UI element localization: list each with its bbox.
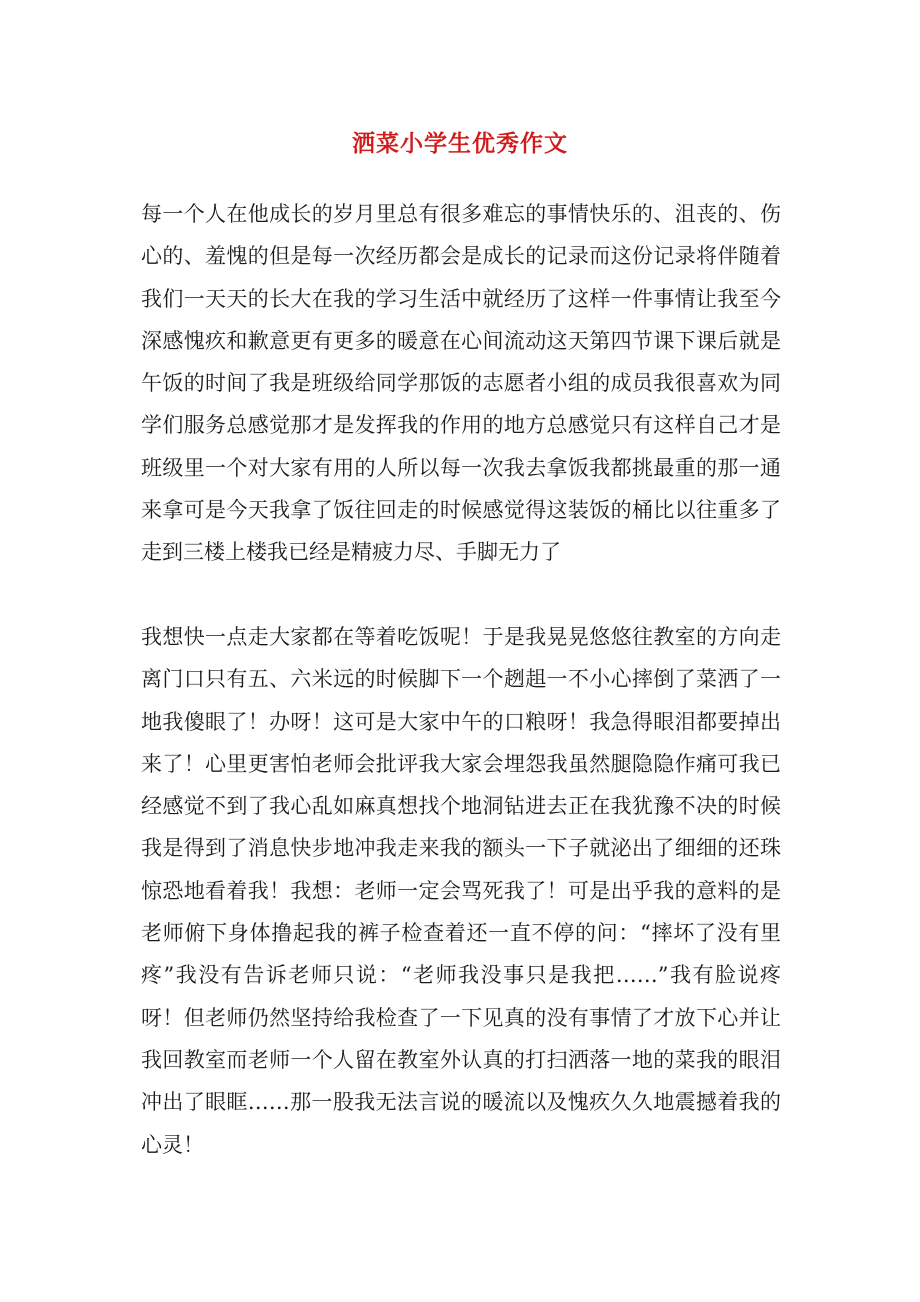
paragraph-1: 每一个人在他成长的岁月里总有很多难忘的事情快乐的、沮丧的、伤心的、羞愧的但是每一次经历都会是成长的记录而这份记录将伴随着我们一天天的长大在我的学习生活中就经历了这样一件事情让我至今深感愧疚和歉意更有更多的暖意在心间流动这天第四节课下课后就是午饭的时间了我是班级给同学那饭的志愿者小组的成员我很喜欢为同学们服务总感觉那才是发挥我的作用的地方总感觉只有这样自己才是班级里一个对大家有用的人所以每一次我去拿饭我都挑最重的那一通来拿可是今天我拿了饭往回走的时候感觉得这装饭的桶比以往重多了走到三楼上楼我已经是精疲力尽、手脚无力了 (141, 202, 781, 565)
page-title: 洒菜小学生优秀作文 (352, 130, 568, 158)
paragraph-2: 我想快一点走大家都在等着吃饭呢！于是我晃晃悠悠往教室的方向走离门口只有五、六米远的时候脚下一个趔趄一不小心摔倒了菜洒了一地我傻眼了！办呀！这可是大家中午的口粮呀！我急得眼泪都要掉出来了！心里更害怕老师会批评我大家会埋怨我虽然腿隐隐作痛可我已经感觉不到了我心乱如麻真想找个地洞钻进去正在我犹豫不决的时候我是得到了消息快步地冲我走来我的额头一下子就泌出了细细的还珠惊恐地看着我！我想：老师一定会骂死我了！可是出乎我的意料的是老师俯下身体撸起我的裤子检查着还一直不停的问：“摔坏了没有里疼”我没有告诉老师只说：“老师我没事只是我把……”我有脸说疼呀！但老师仍然坚持给我检查了一下见真的没有事情了才放下心并让我回教室而老师一个人留在教室外认真的打扫洒落一地的菜我的眼泪冲出了眼眶……那一股我无法言说的暖流以及愧疚久久地震撼着我的心灵！ (141, 625, 781, 1157)
